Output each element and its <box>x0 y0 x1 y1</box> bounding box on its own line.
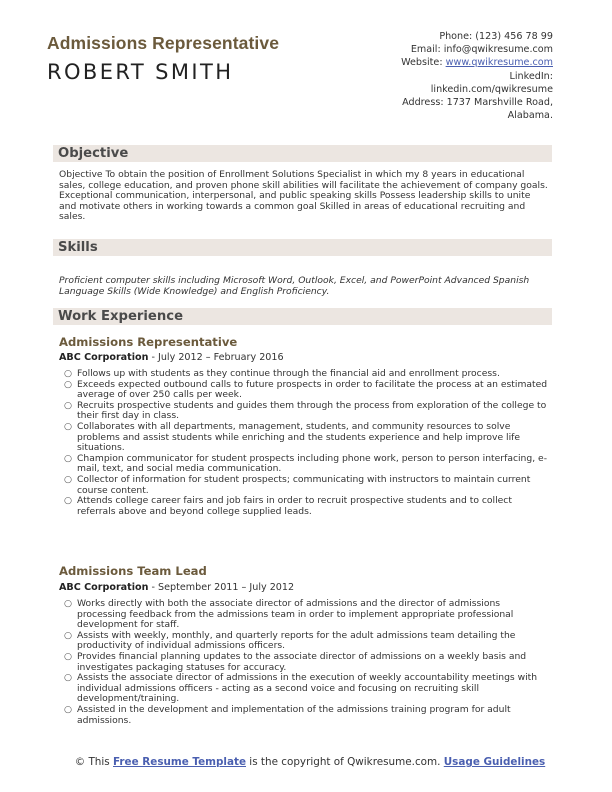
contact-email: Email: info@qwikresume.com <box>410 44 553 56</box>
contact-block <box>353 30 553 122</box>
job-2-title: Admissions Team Lead <box>59 564 207 578</box>
list-item: ○ Collaborates with all departments, management, students, and community resources to solve problems and assist students while enriching and the students experience and help improve life situations. <box>64 420 521 454</box>
bullet-icon: ○ <box>64 399 73 411</box>
website-label: Website: <box>401 57 443 69</box>
list-item: ○ Follows up with students as they continue through the financial aid and enrollment process. <box>64 368 500 379</box>
job-1-company: ABC Corporation <box>59 352 149 363</box>
job-2-dates: - September 2011 – July 2012 <box>148 582 295 593</box>
job-2-bullets <box>59 599 549 726</box>
list-item: ○ Provides financial planning updates to the associate director of admissions on a weekly basis and investigates packaging statuses for accuracy. <box>64 650 527 673</box>
resume-header <box>47 30 553 130</box>
list-item: ○ Works directly with both the associate director of admissions and the director of admissions processing feedback from the admissions team in order to implement appropriate professional development for staff. <box>64 598 514 631</box>
objective-text: Objective To obtain the position of Enrollment Solutions Specialist in which my 8 years in educational sales, college education, and proven phone skill abilities will facilitate the achievement of company goals. Exceptional communication, interpersonal, and public speaking skills Possess leadership skills to unite and motivate others in working towards a common goal Skilled in areas of educational recruiting and sales. <box>59 169 548 223</box>
list-item: ○ Assists with weekly, monthly, and quarterly reports for the adult admissions team detailing the productivity of individual admissions officers. <box>64 629 516 652</box>
work-experience-section-header <box>53 308 552 325</box>
list-item: ○ Attends college career fairs and job fairs in order to recruit prospective students and to collect referrals above and beyond college supplied leads. <box>64 495 512 517</box>
website-link[interactable]: www.qwikresume.com <box>445 57 553 69</box>
job-1-company-line <box>59 352 284 363</box>
skills-text: Proficient computer skills including Microsoft Word, Outlook, Excel, and PowerPoint Advanced Spanish Language Skills (Wide Knowledge) and English Proficiency. <box>59 275 530 297</box>
objective-section-header <box>53 145 552 162</box>
bullet-icon: ○ <box>64 495 73 507</box>
bullet-icon: ○ <box>64 703 73 715</box>
objective-heading: Objective <box>58 146 129 161</box>
list-item: ○ Recruits prospective students and guides them through the process from exploration of the college to their first day in class. <box>64 399 547 422</box>
contact-linkedin-label: LinkedIn: <box>509 70 553 82</box>
work-experience-heading: Work Experience <box>58 309 184 324</box>
list-item: ○ Collector of information for student prospects; communicating with instructors to maintain current course content. <box>64 473 531 496</box>
copyright-footer <box>60 756 560 769</box>
footer-prefix: © This <box>74 756 113 768</box>
bullet-icon: ○ <box>64 473 73 485</box>
contact-address-line2: Alabama. <box>507 110 553 122</box>
bullet-icon: ○ <box>64 378 73 390</box>
bullet-icon: ○ <box>64 420 73 432</box>
job-1-bullets <box>59 369 549 517</box>
job-1-dates: - July 2012 – February 2016 <box>148 352 284 363</box>
usage-guidelines-link[interactable]: Usage Guidelines <box>443 756 546 768</box>
person-name: ROBERT SMITH <box>47 60 234 84</box>
footer-middle: is the copyright of Qwikresume.com. <box>246 756 444 768</box>
bullet-icon: ○ <box>64 650 73 662</box>
job-2-company: ABC Corporation <box>59 582 149 593</box>
bullet-icon: ○ <box>64 368 73 379</box>
contact-phone: Phone: (123) 456 78 99 <box>439 31 553 42</box>
list-item: ○ Assists the associate director of admissions in the execution of weekly accountability meetings with individual admissions officers - acting as a second voice and focusing on recruiting skill development/training. <box>64 672 538 705</box>
list-item: ○ Champion communicator for student prospects including phone work, person to person interfacing, e-mail, text, and social media communication. <box>64 452 548 475</box>
bullet-icon: ○ <box>64 452 73 464</box>
list-item: ○ Exceeds expected outbound calls to future prospects in order to facilitate the process at an estimated average of over 250 calls per week. <box>64 378 548 401</box>
job-2-company-line <box>59 582 294 593</box>
bullet-icon: ○ <box>64 629 73 641</box>
skills-heading: Skills <box>58 240 98 255</box>
bullet-icon: ○ <box>64 672 73 684</box>
job-1-title: Admissions Representative <box>59 335 238 349</box>
free-resume-template-link[interactable]: Free Resume Template <box>113 756 246 768</box>
skills-section-header <box>53 239 552 256</box>
contact-linkedin-value: linkedin.com/qwikresume <box>430 83 553 95</box>
contact-address-line1: Address: 1737 Marshville Road, <box>402 97 553 109</box>
bullet-icon: ○ <box>64 598 73 609</box>
contact-website <box>353 56 553 69</box>
job-title: Admissions Representative <box>47 33 280 53</box>
list-item: ○ Assisted in the development and implementation of the admissions training program for adult admissions. <box>64 703 511 726</box>
